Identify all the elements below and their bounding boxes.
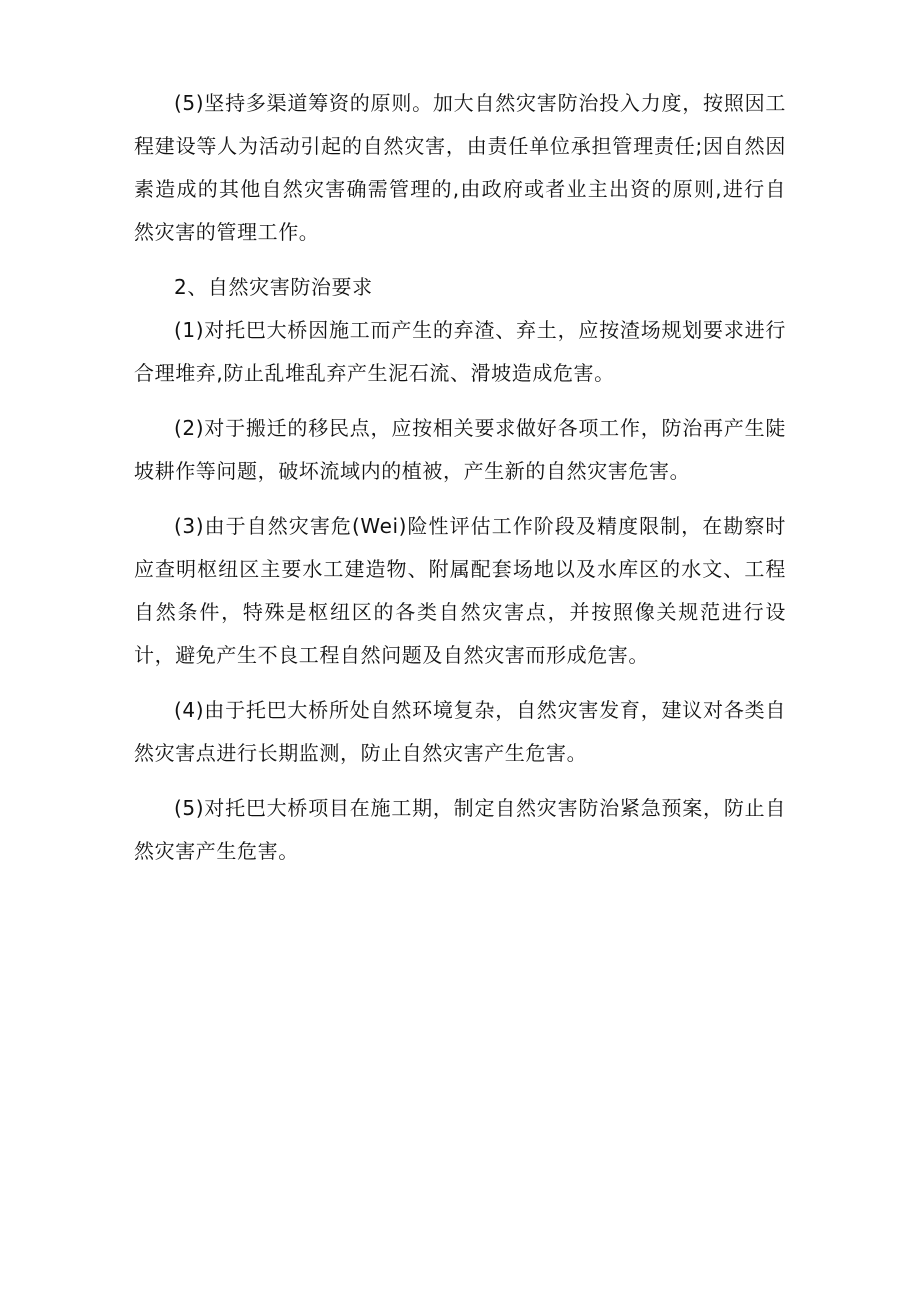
section-heading: 2、自然灾害防治要求 (174, 275, 373, 299)
paragraph-principle-5: (5)坚持多渠道筹资的原则。加大自然灾害防治投入力度，按照因工程建设等人为活动引起的自然灾害，由责任单位承担管理责任;因自然因素造成的其他自然灾害确需管理的,由政府或者业主出资的原则,进行自然灾害的管理工作。 (134, 91, 786, 244)
requirement-5: (5)对托巴大桥项目在施工期，制定自然灾害防治紧急预案，防止自然灾害产生危害。 (134, 796, 786, 863)
requirement-1: (1)对托巴大桥因施工而产生的弃渣、弃土，应按渣场规划要求进行合理堆弃,防止乱堆乱弃产生泥石流、滑坡造成危害。 (134, 318, 786, 385)
requirement-3: (3)由于自然灾害危(Wei)险性评估工作阶段及精度限制，在勘察时应查明枢纽区主要水工建造物、附属配套场地以及水库区的水文、工程自然条件，特殊是枢纽区的各类自然灾害点，并按照像关规范进行设计，避免产生不良工程自然问题及自然灾害而形成危害。 (134, 514, 786, 667)
requirement-2: (2)对于搬迁的移民点，应按相关要求做好各项工作，防治再产生陡坡耕作等问题，破坏流域内的植被，产生新的自然灾害危害。 (134, 416, 786, 483)
requirement-4: (4)由于托巴大桥所处自然环境复杂，自然灾害发育，建议对各类自然灾害点进行长期监测，防止自然灾害产生危害。 (134, 698, 786, 765)
